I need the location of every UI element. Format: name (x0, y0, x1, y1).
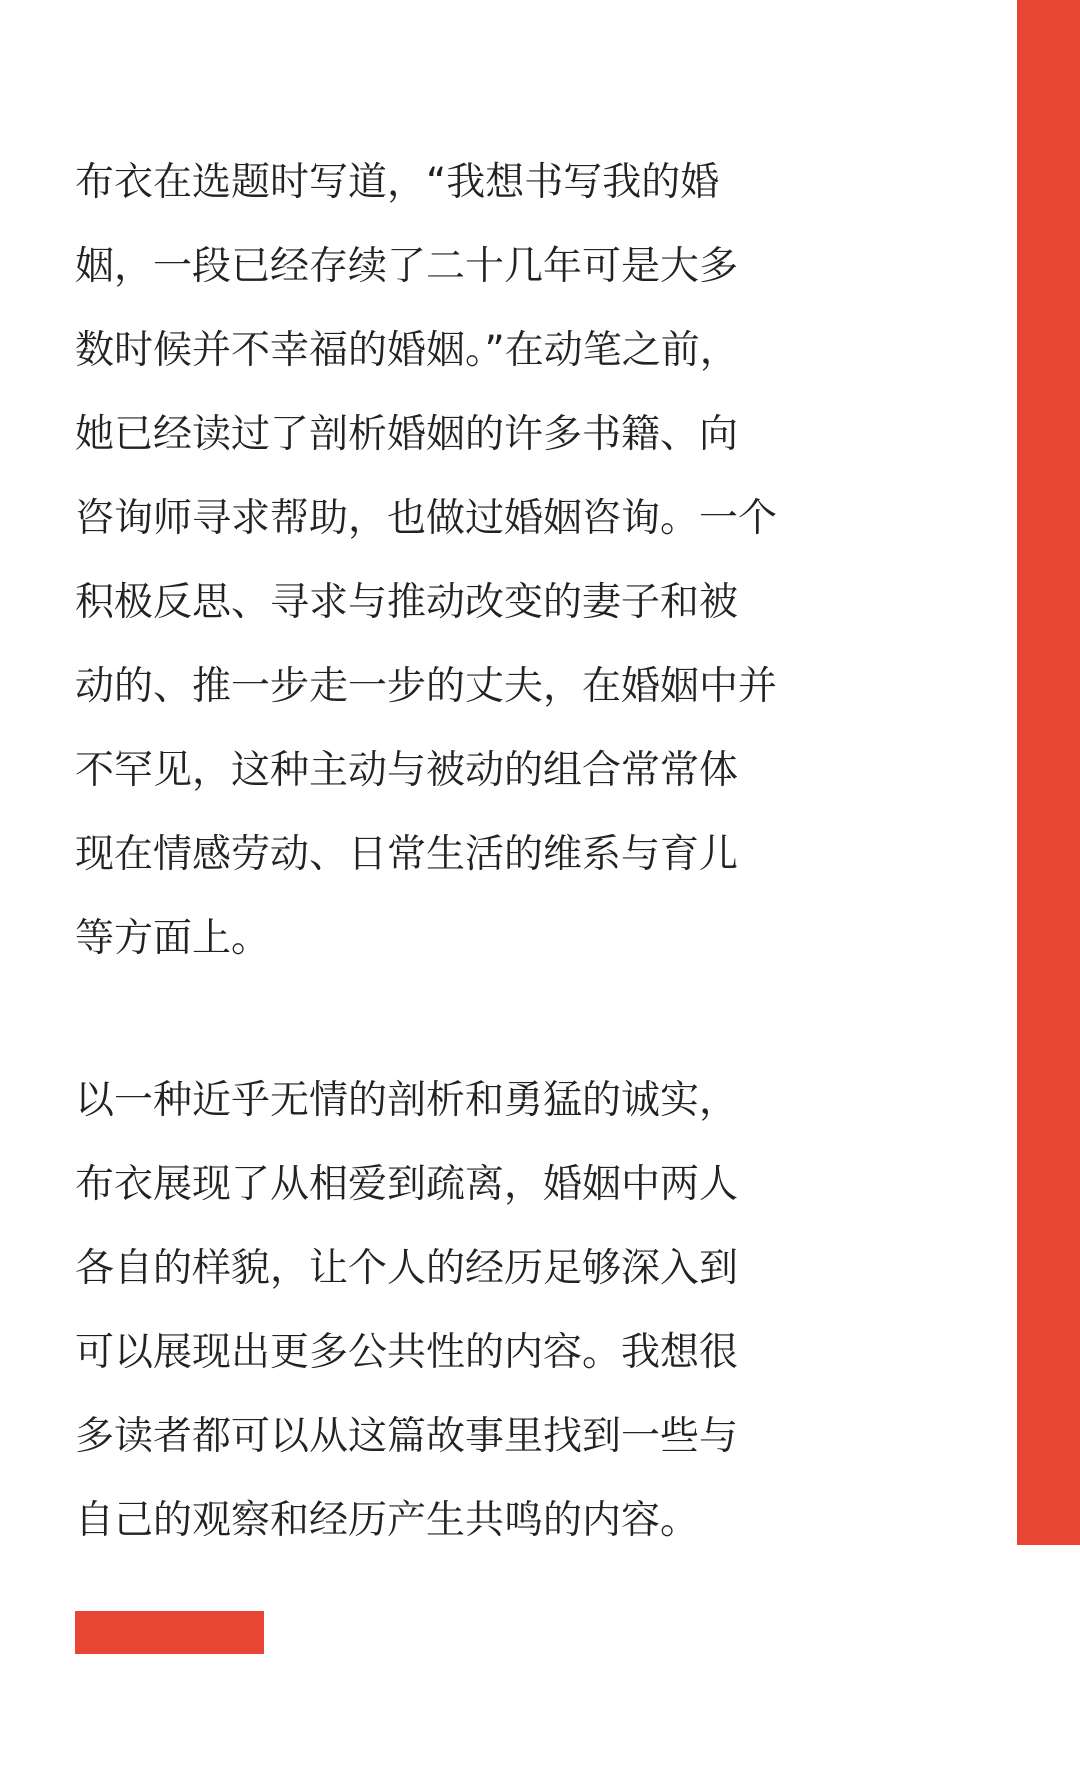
paragraph-line: 不罕见，这种主动与被动的组合常常体 (75, 748, 739, 793)
paragraph-line: 等方面上。 (75, 916, 271, 961)
paragraph-line: 动的、推一步走一步的丈夫，在婚姻中并 (75, 664, 778, 709)
right-accent-bar (1017, 0, 1080, 1545)
paragraph-line: 布衣展现了从相爱到疏离，婚姻中两人 (75, 1162, 739, 1207)
paragraph-line: 数时候并不幸福的婚姻。”在动笔之前， (75, 328, 739, 373)
paragraph-line: 她已经读过了剖析婚姻的许多书籍、向 (75, 412, 739, 457)
bottom-accent-bar (75, 1611, 264, 1654)
article-paragraph-1 (75, 141, 777, 981)
paragraph-line: 积极反思、寻求与推动改变的妻子和被 (75, 580, 739, 625)
paragraph-line: 咨询师寻求帮助，也做过婚姻咨询。一个 (75, 496, 778, 541)
paragraph-line: 各自的样貌，让个人的经历足够深入到 (75, 1246, 739, 1291)
paragraph-line: 可以展现出更多公共性的内容。我想很 (75, 1330, 739, 1375)
paragraph-line: 姻，一段已经存续了二十几年可是大多 (75, 244, 739, 289)
paragraph-line: 以一种近乎无情的剖析和勇猛的诚实， (75, 1078, 739, 1123)
article-paragraph-2 (75, 1059, 738, 1563)
paragraph-line: 多读者都可以从这篇故事里找到一些与 (75, 1414, 739, 1459)
paragraph-line: 自己的观察和经历产生共鸣的内容。 (75, 1498, 700, 1543)
paragraph-line: 现在情感劳动、日常生活的维系与育儿 (75, 832, 739, 877)
paragraph-line: 布衣在选题时写道，“我想书写我的婚 (75, 160, 720, 205)
